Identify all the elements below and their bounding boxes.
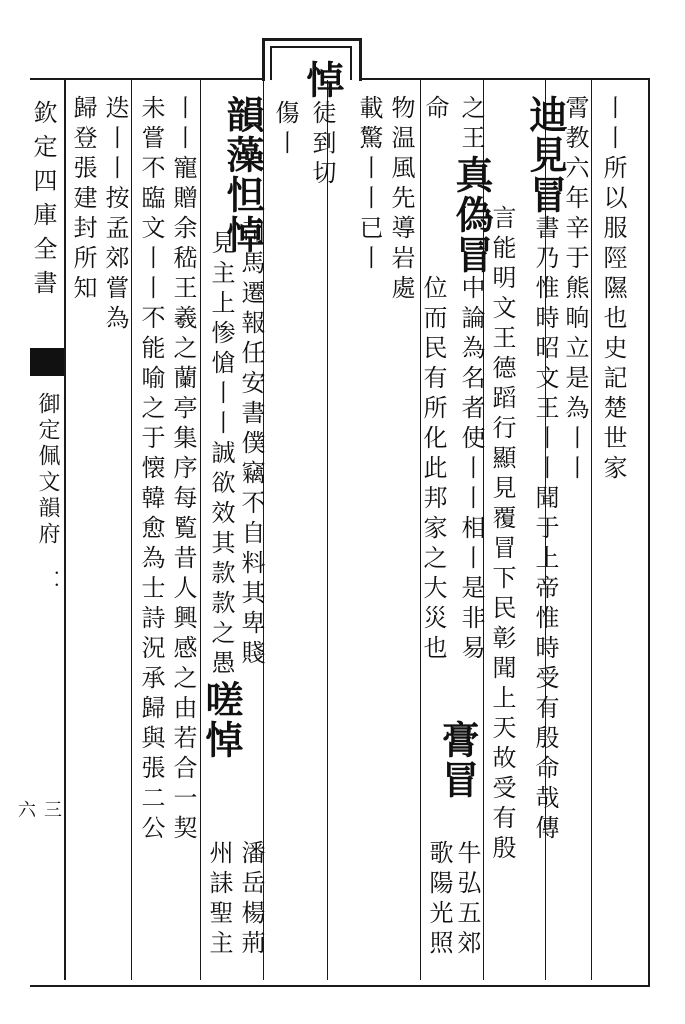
text-column [560, 95, 590, 975]
entry-heading: 嗟悼 [199, 680, 244, 760]
margin-dots: ．． [39, 570, 60, 603]
entry-heading: 韻藻 [220, 95, 265, 175]
text-column [424, 840, 454, 970]
column-rule [591, 80, 592, 980]
text-run: 徒到切 [308, 100, 336, 190]
text-column [293, 60, 345, 940]
column-rule [131, 80, 132, 980]
text-run: 丨丨寵贈余嵇王羲之蘭亭集序每覧昔人興感之由若合一契 [169, 95, 197, 845]
text-run: 載驚丨丨已丨 [355, 95, 383, 275]
text-column [452, 840, 482, 970]
text-column [352, 95, 384, 975]
entry-heading: 真偽冒 [449, 155, 494, 275]
text-run: 潘岳楊荊 [237, 840, 265, 960]
text-run: 州誄聖主 [205, 840, 233, 960]
library-title: 欽定四庫全書 [29, 100, 57, 304]
text-run: 迭丨丨按孟郊嘗為 [101, 95, 129, 335]
book-title: 御定佩文韻府 [35, 392, 60, 548]
text-run: 霄教六年辛于熊晌立是為丨丨 [561, 95, 589, 485]
entry-heading: 迪見冒 [523, 95, 568, 215]
text-column [270, 100, 300, 180]
text-run: 言能明文王德蹈行顯見覆冒下民彰聞上天故受有殷 [488, 205, 516, 865]
page-number: 三六 [15, 800, 62, 818]
text-run: 牛弘五郊 [453, 840, 481, 960]
text-run: 司馬遷報任安書僕竊不自料其卑賤 [237, 220, 265, 670]
text-column [236, 840, 266, 970]
text-run: 丨丨所以服陘隰也史記楚世家 [599, 95, 627, 485]
text-column [428, 720, 480, 850]
text-run: 歸登張建封所知 [69, 95, 97, 305]
text-run: 書乃惟時昭文王丨丨聞于上帝惟時受有殷命哉傳 [531, 215, 559, 845]
text-column [487, 205, 517, 975]
text-column [134, 95, 166, 975]
text-run: 中論為名者使丨丨相丨是非易 [457, 275, 485, 665]
text-column [594, 95, 628, 975]
text-run: 見主上惨愴丨丨誠欲效其款款之愚 [207, 230, 235, 680]
entry-heading: 悼 [300, 60, 345, 100]
text-run: 歌陽光照 [425, 840, 453, 960]
text-run: 命 [421, 95, 449, 125]
entry-heading: 怛悼 [220, 175, 265, 255]
text-column [204, 840, 234, 970]
fishtail-mark [30, 348, 64, 376]
text-run: 位而民有所化此邦家之大災也 [419, 275, 447, 665]
text-run: 傷丨 [271, 100, 299, 160]
text-column [384, 95, 416, 975]
text-column [98, 95, 130, 975]
text-run: 物温風先導岩處 [387, 95, 415, 305]
entry-heading: 膏冒 [435, 720, 480, 800]
text-column [166, 95, 198, 975]
text-column [516, 95, 568, 975]
column-rule [200, 80, 201, 980]
text-column [66, 95, 98, 975]
text-run: 未嘗不臨文丨丨不能喻之于懐韓愈為士詩況承歸與張二公 [137, 95, 165, 845]
text-run: 之王 [457, 95, 485, 155]
